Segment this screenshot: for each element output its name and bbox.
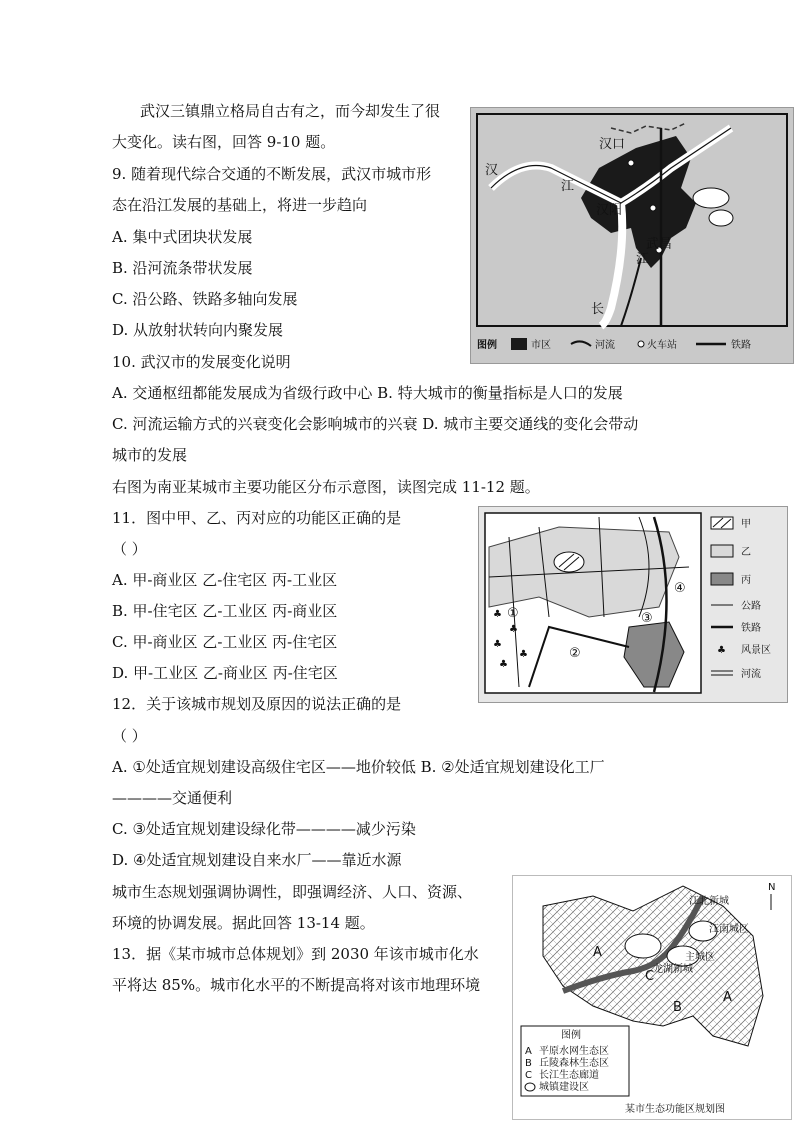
legend-city: 市区 bbox=[531, 340, 551, 351]
question-11: 11．图中甲、乙、丙对应的功能区正确的是 bbox=[112, 509, 402, 527]
label-chang: 长 bbox=[591, 302, 605, 317]
legend-a: 平原水网生态区 bbox=[539, 1046, 609, 1057]
question-11-option-c: C. 甲-商业区 乙-工业区 丙-住宅区 bbox=[112, 633, 338, 651]
intro-13-14-line-1: 城市生态规划强调协调性，即强调经济、人口、资源、 bbox=[112, 883, 473, 901]
legend-city-swatch bbox=[511, 338, 527, 350]
label-hanyang: 汉阳 bbox=[596, 203, 623, 218]
legend-bing: 丙 bbox=[741, 575, 751, 586]
label-jiang-1: 江 bbox=[561, 179, 575, 194]
legend-b: 丘陵森林生态区 bbox=[539, 1058, 609, 1069]
legend-yi: 乙 bbox=[741, 547, 751, 558]
question-11-option-b: B. 甲-住宅区 乙-工业区 丙-商业区 bbox=[112, 602, 338, 620]
question-12-options-ab: A. ①处适宜规划建设高级住宅区——地价较低 B. ②处适宜规划建设化工厂 bbox=[112, 758, 605, 776]
legend-jia: 甲 bbox=[741, 519, 751, 530]
question-9-option-a: A. 集中式团块状发展 bbox=[112, 228, 253, 246]
eco-zones-figure bbox=[512, 875, 792, 1120]
figure-caption: 某市生态功能区规划图 bbox=[625, 1104, 725, 1115]
question-10: 10. 武汉市的发展变化说明 bbox=[112, 353, 291, 371]
intro-11-12: 右图为南亚某城市主要功能区分布示意图，读图完成 11-12 题。 bbox=[112, 478, 540, 496]
legend-b-letter: B bbox=[525, 1058, 532, 1069]
legend-rail: 铁路 bbox=[741, 623, 761, 634]
question-11-option-d: D. 甲-工业区 乙-商业区 丙-住宅区 bbox=[112, 664, 338, 682]
question-12: 12．关于该城市规划及原因的说法正确的是 bbox=[112, 695, 402, 713]
label-zhucheng: 主城区 bbox=[685, 952, 715, 963]
question-9-option-d: D. 从放射状转向内聚发展 bbox=[112, 321, 284, 339]
city-functional-zones-figure bbox=[478, 506, 788, 703]
wuhan-map-figure bbox=[470, 107, 794, 364]
question-12-options-ab-cont: ————交通便利 bbox=[112, 789, 233, 807]
legend-scenic: 风景区 bbox=[741, 645, 771, 656]
zone-b: B bbox=[673, 1000, 682, 1015]
marker-3: ③ bbox=[641, 611, 653, 626]
question-9-line-1: 9. 随着现代综合交通的不断发展，武汉市城市形 bbox=[112, 165, 432, 183]
question-12-option-d: D. ④处适宜规划建设自来水厂——靠近水源 bbox=[112, 851, 402, 869]
svg-text:♣: ♣ bbox=[493, 639, 502, 650]
svg-text:♣: ♣ bbox=[493, 609, 502, 620]
svg-text:♣: ♣ bbox=[509, 624, 518, 635]
legend-title: 图例 bbox=[477, 340, 497, 351]
legend-river: 河流 bbox=[595, 340, 615, 351]
question-12-option-c: C. ③处适宜规划建设绿化带————减少污染 bbox=[112, 820, 416, 838]
question-11-paren: （ ） bbox=[112, 540, 147, 558]
zone-a-1: A bbox=[593, 945, 602, 960]
svg-text:♣: ♣ bbox=[519, 649, 528, 660]
label-jiangbei: 江北新城 bbox=[689, 896, 729, 907]
question-11-option-a: A. 甲-商业区 乙-住宅区 丙-工业区 bbox=[112, 571, 338, 589]
svg-text:♣: ♣ bbox=[499, 659, 508, 670]
marker-2: ② bbox=[569, 646, 581, 661]
legend-c: 长江生态廊道 bbox=[539, 1070, 599, 1081]
marker-1: ① bbox=[507, 606, 519, 621]
legend-river: 河流 bbox=[741, 669, 761, 680]
legend-road: 公路 bbox=[741, 601, 761, 612]
paragraph-intro-2: 大变化。读右图，回答 9-10 题。 bbox=[112, 133, 336, 151]
question-10-options-ab: A. 交通枢纽都能发展成为省级行政中心 B. 特大城市的衡量指标是人口的发展 bbox=[112, 384, 623, 402]
label-jiangnan: 江南城区 bbox=[709, 924, 749, 935]
label-hankou: 汉口 bbox=[599, 137, 626, 152]
legend-c-letter: C bbox=[525, 1070, 532, 1081]
zone-a-2: A bbox=[723, 990, 732, 1005]
legend-a-letter: A bbox=[525, 1046, 532, 1057]
label-wuchang: 武昌 bbox=[646, 237, 673, 252]
legend-station: 火车站 bbox=[647, 340, 677, 351]
question-10-options-cd-cont: 城市的发展 bbox=[112, 446, 188, 464]
question-9-line-2: 态在沿江发展的基础上，将进一步趋向 bbox=[112, 196, 368, 214]
label-longhu: 龙湖新城 bbox=[653, 964, 693, 975]
zone-c: C bbox=[645, 969, 655, 984]
label-han: 汉 bbox=[485, 163, 499, 178]
legend-title: 图例 bbox=[561, 1030, 581, 1041]
paragraph-intro-1: 武汉三镇鼎立格局自古有之，而今却发生了很 bbox=[140, 102, 441, 120]
svg-text:♣: ♣ bbox=[717, 645, 726, 656]
question-12-paren: （ ） bbox=[112, 727, 147, 745]
label-jiang-2: 江 bbox=[636, 252, 650, 267]
question-13-line-2: 平将达 85%。城市化水平的不断提高将对该市地理环境 bbox=[112, 976, 481, 994]
question-13-line-1: 13．据《某市城市总体规划》到 2030 年该市城市化水 bbox=[112, 945, 479, 963]
legend-rail: 铁路 bbox=[731, 340, 751, 351]
question-9-option-c: C. 沿公路、铁路多轴向发展 bbox=[112, 290, 298, 308]
north-label: N bbox=[768, 882, 776, 893]
question-9-option-b: B. 沿河流条带状发展 bbox=[112, 259, 253, 277]
question-10-options-cd: C. 河流运输方式的兴衰变化会影响城市的兴衰 D. 城市主要交通线的变化会带动 bbox=[112, 415, 639, 433]
legend-d: 城镇建设区 bbox=[539, 1082, 589, 1093]
intro-13-14-line-2: 环境的协调发展。据此回答 13-14 题。 bbox=[112, 914, 375, 932]
marker-4: ④ bbox=[674, 581, 686, 596]
